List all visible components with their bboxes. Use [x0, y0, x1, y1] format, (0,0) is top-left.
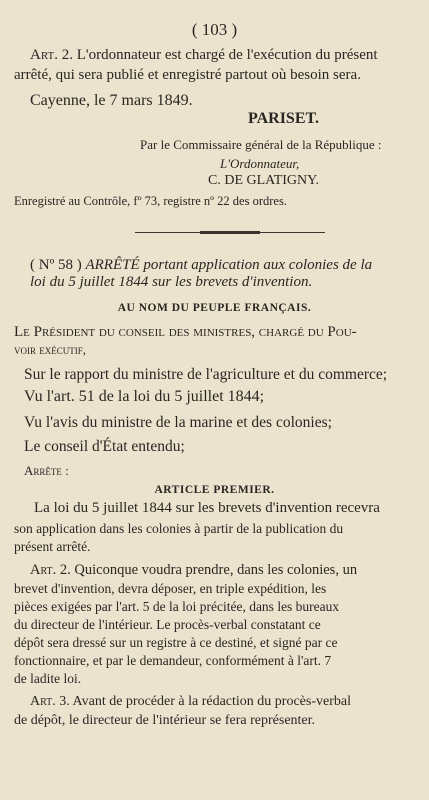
place-date: Cayenne, le 7 mars 1849.	[30, 92, 193, 109]
consideration-2: Vu l'art. 51 de la loi du 5 juillet 1844;	[24, 388, 265, 405]
art2-line3: pièces exigées par l'art. 5 de la loi précitée, dans les bureaux	[14, 599, 340, 614]
arrete-label: Arrête :	[24, 463, 69, 478]
president-line1: Le Président du conseil des ministres, chargé du Pou-	[14, 324, 357, 340]
decree-title: ARRÊTÉ portant application aux colonies de la	[85, 257, 373, 273]
art3-line2: de dépôt, le directeur de l'intérieur se fera représenter.	[14, 713, 316, 728]
consideration-4: Le conseil d'État entendu;	[24, 438, 185, 455]
separator-rule-center	[200, 231, 260, 234]
art2-line6: fonctionnaire, et par le demandeur, conformément à l'art. 7	[14, 653, 332, 668]
art2-line5: dépôt sera dressé sur un registre à ce destiné, et signé par ce	[14, 635, 338, 650]
art2-line1	[30, 562, 357, 579]
consideration-3: Vu l'avis du ministre de la marine et des colonies;	[24, 414, 332, 431]
decree-number: ( Nº 58 )	[30, 257, 82, 273]
consideration-1: Sur le rapport du ministre de l'agriculture et du commerce;	[24, 366, 388, 383]
by-commissioner: Par le Commissaire général de la République :	[140, 137, 382, 152]
text-line: Avant de procéder à la rédaction du procès-verbal	[72, 694, 351, 709]
article-premier-heading: ARTICLE PREMIER.	[154, 484, 275, 496]
art2-line4: du directeur de l'intérieur. Le procès-verbal constatant ce	[14, 617, 321, 632]
au-nom-heading: AU NOM DU PEUPLE FRANÇAIS.	[117, 302, 312, 314]
text-line: L'ordonnateur est chargé de l'exécution du présent	[76, 47, 378, 63]
art2-line7: de ladite loi.	[14, 671, 82, 686]
registration: Enregistré au Contrôle, fº 73, registre nº 22 des ordres.	[14, 194, 287, 208]
article-label: Art. 2.	[30, 47, 73, 63]
president-line2: voir exécutif,	[14, 342, 86, 357]
ordonnateur-title: L'Ordonnateur,	[220, 156, 300, 171]
art2-first-line1	[30, 47, 378, 64]
art3-line1	[30, 694, 351, 710]
decree-title-line2: loi du 5 juillet 1844 sur les brevets d'invention.	[30, 274, 313, 290]
text-line: Quiconque voudra prendre, dans les colonies, un	[74, 562, 358, 578]
art1-line1: La loi du 5 juillet 1844 sur les brevets d'invention recevra	[34, 500, 380, 516]
art2-line2: brevet d'invention, devra déposer, en triple expédition, les	[14, 581, 327, 596]
art1-line2: son application dans les colonies à partir de la publication du	[14, 521, 344, 536]
signatory: PARISET.	[248, 110, 319, 127]
decree-title-line1	[30, 257, 372, 274]
art1-line3: présent arrêté.	[14, 539, 91, 554]
page-number: ( 103 )	[191, 20, 238, 39]
ordonnateur-name: C. DE GLATIGNY.	[208, 173, 319, 188]
article-label: Art. 2.	[30, 562, 71, 578]
article-label: Art. 3.	[30, 694, 70, 709]
art2-first-line2: arrêté, qui sera publié et enregistré partout où besoin sera.	[14, 67, 361, 83]
